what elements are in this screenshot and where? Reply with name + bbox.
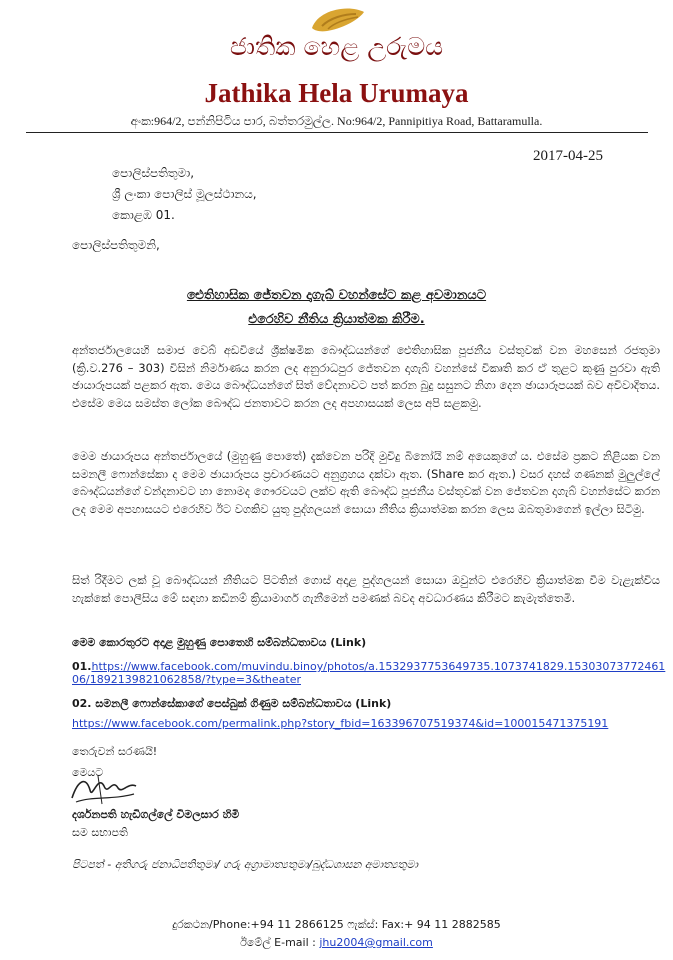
recipient-address xyxy=(112,163,257,226)
link-1-url-line-2[interactable]: 06/1892139821062858/?type=3&theater xyxy=(72,673,301,686)
recipient-line: ශ්‍රී ලංකා පොලිස් මූලස්ථානය, xyxy=(112,187,257,201)
org-name-english: Jathika Hela Urumaya xyxy=(204,78,469,108)
conch-shell-icon xyxy=(308,4,368,34)
body-paragraph-3: සිත් රිදීමට ලක් වූ බෞද්ධයන් නීතියට පිටතින් ගොස් අදාළ පුද්ගලයන් සොයා ඔවුන්ට එරෙහිව ක්‍රියාත්මක වීම වැළැක්විය හැක්කේ පොලීසිය මේ සඳහා කඩිනම් ක්‍රියාමාර්ග ගැනීමෙන් පමණක් බවද අවධාරණය කිරීමට කැමැත්තෙමි. xyxy=(72,573,660,605)
org-address: අංක:964/2, පන්නිපිටිය පාර, බත්තරමුල්ල. No:964/2, Pannipitiya Road, Battaramulla. xyxy=(130,114,543,128)
body-paragraph-2: මෙම ඡායාරූපය අන්තර්ජාලයේ (මුහුණු පොතේ) දැක්වෙන පරිදි මුවිදු බිනෝයි නම් අයෙකුගේ ය. එසේම ප්‍රකට නිළියක වන සමනලී ෆොන්සේකා ද මෙම ඡායාරූපය ප්‍රචාරණයට අනුග්‍රහය දක්වා ඇත. (Share කර ඇත.) වසර දහස් ගණනක් මුලුල්ලේ බෞද්ධයන්ගේ වන්දනාවට හා නොමද ගෞරවයට ලක්ව ඇති බෞද්ධ පූජනීය වස්තුවක් වන ජේතවන දාගැබ් වහන්සේට කරන ලද මෙම අපහාසයට එරෙහිව ඊට වගකිව යුතු පුද්ගලයන් සොයා නීතිය ක්‍රියාත්මක කරන ලෙස ඔබතුමාගෙන් ඉල්ලා සිටිමු. xyxy=(72,449,660,516)
link-1-url-line-1[interactable]: https://www.facebook.com/muvindu.binoy/photos/a.1532937753649735.1073741829.15303073772461 xyxy=(91,660,666,673)
org-name-sinhala: ජාතික හෙළ උරුමය xyxy=(229,32,444,61)
footer-email-label: ඊමේල් E-mail : xyxy=(240,936,320,949)
link-1[interactable] xyxy=(72,660,664,686)
recipient-line: කොළඹ 01. xyxy=(112,208,175,222)
subject-line: එරෙහිව නීතිය ක්‍රියාත්මක කිරීම. xyxy=(248,312,425,327)
letter-date: 2017-04-25 xyxy=(533,148,603,164)
letter-subject xyxy=(0,284,673,332)
footer-email-link[interactable]: jhu2004@gmail.com xyxy=(319,936,433,949)
subject-line: ඓතිහාසික ජේතවන දාගැබ් වහන්සේට කළ අවමානයට xyxy=(186,288,487,303)
signatory-name: දර්ශනපති හැඩිගල්ලේ විමලසාර හිමි xyxy=(72,808,240,821)
footer-contact: දුරකථන/Phone:+94 11 2866125 ෆැක්ස්: Fax:+ 94 11 2882585 xyxy=(172,918,501,931)
link-2-url[interactable]: https://www.facebook.com/permalink.php?story_fbid=163396707519374&id=100015471375191 xyxy=(72,717,609,730)
link-2-label: 02. සමනලී ෆොන්සේකාගේ පෙස්බුක් ගිණුම සම්බන්ධතාවය (Link) xyxy=(72,697,392,710)
links-intro: මෙම කොරතුරට අදාළ මුහුණු පොතෙහි සම්බන්ධතාවය (Link) xyxy=(72,636,367,649)
header-divider xyxy=(26,132,648,133)
salutation: පොලිස්පතිතුමනි, xyxy=(72,238,160,252)
link-2[interactable] xyxy=(72,717,608,730)
body-paragraph-1: අන්තර්ජාලයෙහි සමාජ වෙබ් අඩවියේ ශ්‍රීක්ෂමික බෞද්ධයන්ගේ ඓතිහාසික පූජනීය වස්තුවක් වන මහසෙන් රජතුමා (ක්‍රි.ව.276 – 303) විසින් නිර්මාණය කරන ලද අනුරාධපුර ජේතවන දාගැබ් වහන්සේ විකෘති කර ඒ තුළට කුණු පුරවා ඇති ඡායාරූපයක් පළකර ඇත. මෙය බෞද්ධයන්ගේ සිත් වේදනාවට පත් කරන බුදු සසුනට නිගා දෙන ඡායාරූපයක් බව අවිවාදිතය. එසේම මෙය සමස්ත ලෝක බෞද්ධ ජනතාවට කරන ලද අපහාසයක් ලෙස අපි සළකමු. xyxy=(72,343,660,410)
link-1-number: 01. xyxy=(72,660,92,673)
closing-greeting: තෙරුවන් සරණයි! xyxy=(72,745,158,758)
closing-word: මෙයට xyxy=(72,766,104,779)
recipient-line: පොලිස්පතිතුමා, xyxy=(112,166,195,180)
signature-image xyxy=(68,770,140,808)
footer-email xyxy=(0,936,673,950)
signatory-title: සම සභාපති xyxy=(72,826,128,839)
copies-to: පිටපත් - අතිගරු ජනාධිපතිතුමා/ ගරු අග්‍රාමාත්‍යතුමා/බුද්ධශාසන අමාත්‍යතුමා xyxy=(72,858,418,871)
